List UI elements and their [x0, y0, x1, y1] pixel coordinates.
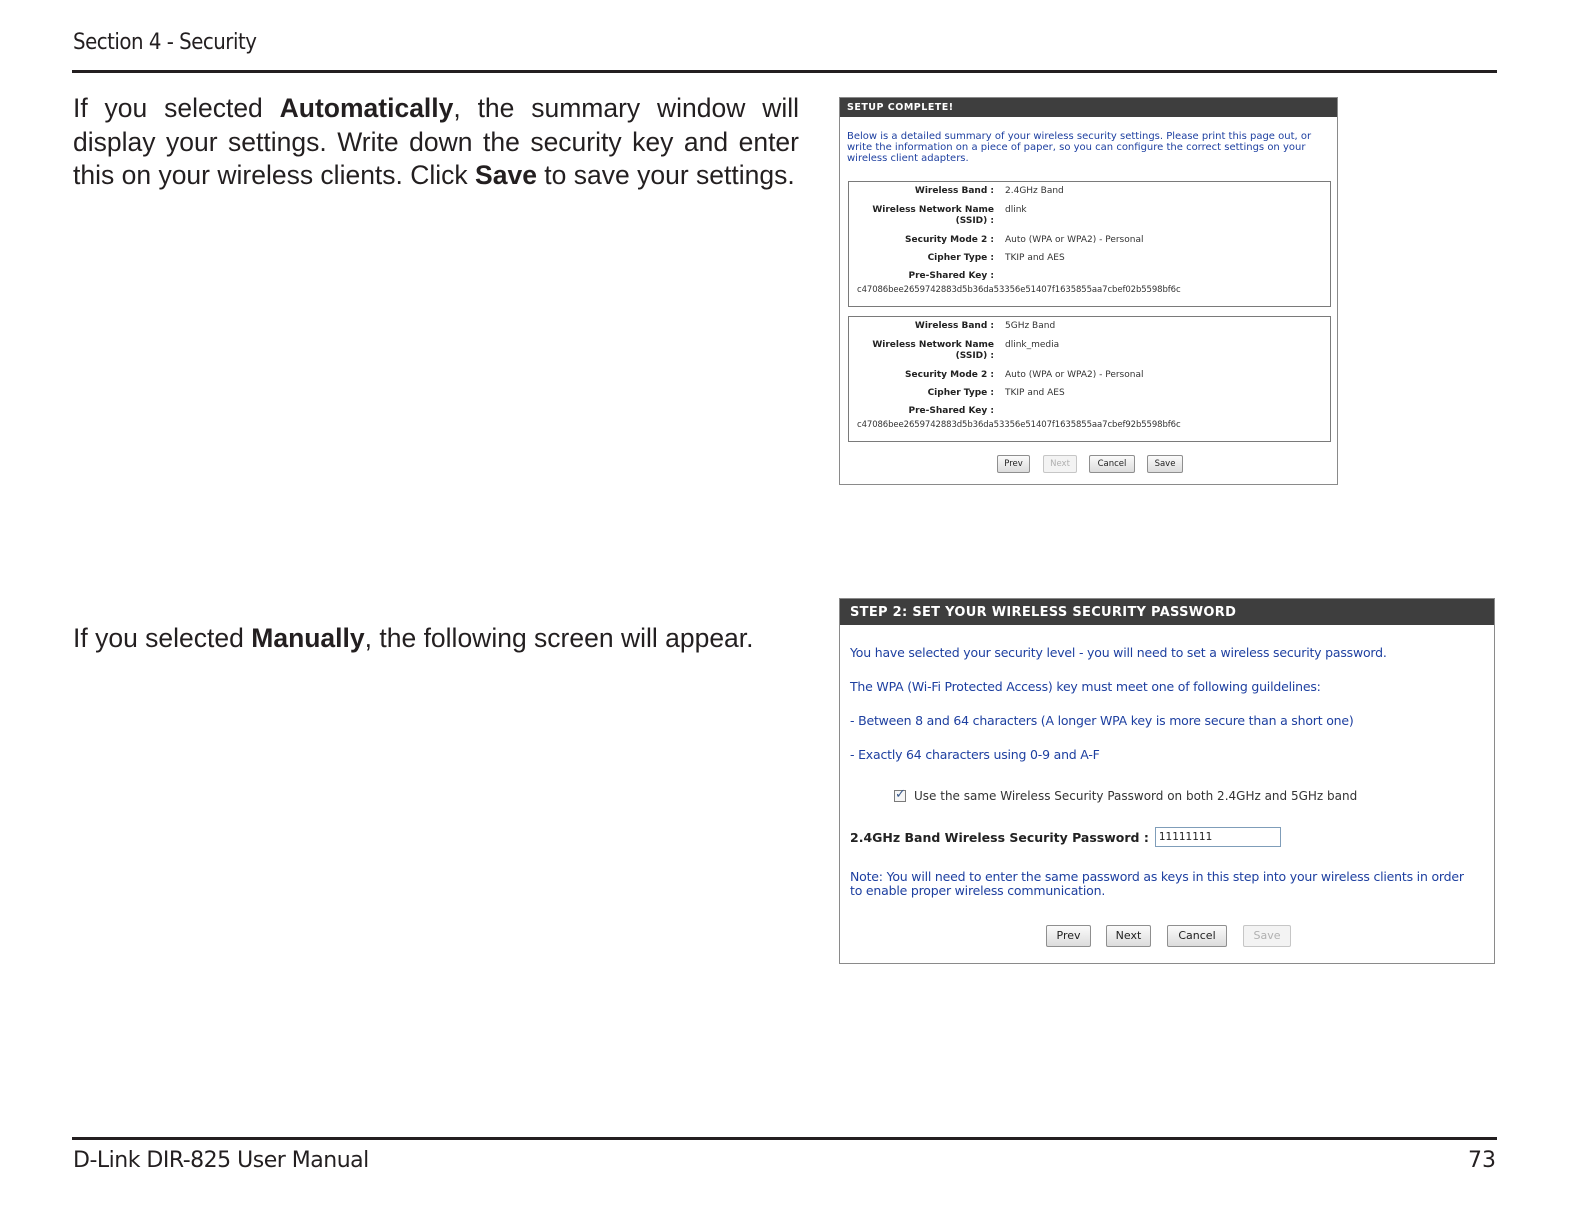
- paragraph-automatically: [73, 92, 799, 193]
- password-label: 2.4GHz Band Wireless Security Password :: [850, 829, 1149, 845]
- next-button[interactable]: Next: [1043, 455, 1077, 473]
- page-number: 73: [1468, 1148, 1496, 1173]
- note-text: Note: You will need to enter the same password as keys in this step into your wireless clients in order to enable proper wireless communication.: [850, 869, 1464, 898]
- cancel-button[interactable]: Cancel: [1089, 455, 1135, 473]
- footer-divider: [72, 1137, 1497, 1140]
- psk-value: c47086bee2659742883d5b36da53356e51407f1635855aa7cbef02b5598bf6c: [857, 285, 1181, 295]
- security-mode-label: Security Mode 2 :: [905, 235, 994, 245]
- paragraph-manually: [73, 622, 813, 656]
- para-bold-term: Automatically: [279, 93, 454, 123]
- same-password-checkbox[interactable]: [894, 787, 906, 802]
- cipher-type-label: Cipher Type :: [927, 253, 994, 263]
- panel-title-bar: SETUP COMPLETE!: [840, 98, 1337, 117]
- network-name-label: Wireless Network Name: [872, 340, 994, 350]
- password-input[interactable]: [1155, 827, 1281, 847]
- para-text: If you selected: [73, 623, 252, 653]
- header-divider: [72, 70, 1497, 73]
- next-button[interactable]: Next: [1106, 925, 1151, 947]
- same-password-option: [894, 789, 1357, 803]
- wireless-band-value: 2.4GHz Band: [1005, 186, 1064, 196]
- network-name-label: Wireless Network Name: [872, 205, 994, 215]
- security-mode-label: Security Mode 2 :: [905, 370, 994, 380]
- same-password-label: Use the same Wireless Security Password on both 2.4GHz and 5GHz band: [914, 789, 1358, 803]
- password-row: [850, 827, 1281, 847]
- summary-intro: Below is a detailed summary of your wireless security settings. Please print this page out, or write the information on a piece of paper, so you can configure the correct settings on your wireless client adapters.: [847, 131, 1312, 164]
- prev-button[interactable]: Prev: [1046, 925, 1091, 947]
- network-name-value: dlink: [1005, 205, 1027, 215]
- wireless-band-label: Wireless Band :: [914, 321, 994, 331]
- save-button[interactable]: Save: [1243, 925, 1291, 947]
- para-text: , the summary window will display your settings. Write down the security key and enter this on your wireless clients. Click: [73, 93, 799, 190]
- manual-title: D-Link DIR-825 User Manual: [73, 1148, 369, 1173]
- band-summary-24ghz: [848, 181, 1331, 307]
- panel-title-bar: STEP 2: SET YOUR WIRELESS SECURITY PASSWORD: [840, 599, 1494, 625]
- guideline-length-text: - Between 8 and 64 characters (A longer WPA key is more secure than a short one): [850, 713, 1354, 728]
- para-text: If you selected: [73, 93, 280, 123]
- para-bold-term: Save: [475, 160, 537, 190]
- guideline-hex-text: - Exactly 64 characters using 0-9 and A-F: [850, 747, 1100, 762]
- security-level-text: You have selected your security level - you will need to set a wireless security password.: [850, 645, 1387, 660]
- checkmark-icon: ✓: [895, 787, 906, 802]
- psk-value: c47086bee2659742883d5b36da53356e51407f1635855aa7cbef92b5598bf6c: [857, 420, 1181, 430]
- cipher-type-value: TKIP and AES: [1005, 388, 1065, 398]
- setup-complete-panel: [839, 97, 1338, 485]
- summary-button-row: [840, 455, 1337, 473]
- section-title: Section 4 - Security: [73, 30, 257, 55]
- wireless-band-label: Wireless Band :: [914, 186, 994, 196]
- prev-button[interactable]: Prev: [997, 455, 1030, 473]
- cipher-type-value: TKIP and AES: [1005, 253, 1065, 263]
- save-button[interactable]: Save: [1147, 455, 1183, 473]
- para-text: , the following screen will appear.: [364, 623, 754, 653]
- security-mode-value: Auto (WPA or WPA2) - Personal: [1005, 370, 1144, 380]
- ssid-label: (SSID) :: [955, 351, 994, 361]
- para-text: to save your settings.: [536, 160, 795, 190]
- psk-label: Pre-Shared Key :: [908, 406, 994, 416]
- wpa-guidelines-text: The WPA (Wi-Fi Protected Access) key must meet one of following guildelines:: [850, 679, 1321, 694]
- security-mode-value: Auto (WPA or WPA2) - Personal: [1005, 235, 1144, 245]
- ssid-label: (SSID) :: [955, 216, 994, 226]
- psk-label: Pre-Shared Key :: [908, 271, 994, 281]
- para-bold-term: Manually: [251, 623, 365, 653]
- band-summary-5ghz: [848, 316, 1331, 442]
- step2-password-panel: [839, 598, 1495, 964]
- cipher-type-label: Cipher Type :: [927, 388, 994, 398]
- cancel-button[interactable]: Cancel: [1167, 925, 1227, 947]
- wireless-band-value: 5GHz Band: [1005, 321, 1056, 331]
- network-name-value: dlink_media: [1005, 340, 1060, 350]
